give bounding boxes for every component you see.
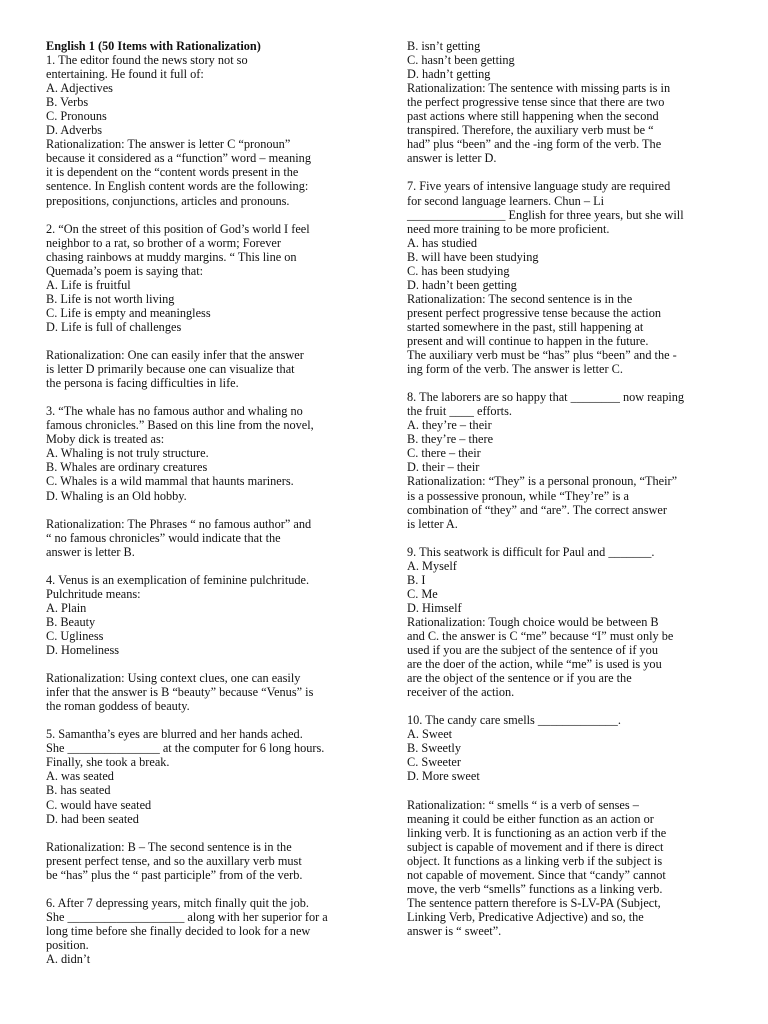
text-line: present perfect progressive tense because the action xyxy=(407,305,662,320)
text-line: subject is capable of movement and if there is direct xyxy=(407,839,664,854)
text-line: D. hadn’t getting xyxy=(407,67,491,82)
text-line: move, the verb “smells” functions as a linking verb. xyxy=(407,881,663,896)
right-column xyxy=(407,39,725,938)
document-title: English 1 (50 Items with Rationalization) xyxy=(46,39,261,53)
text-line: A. Adjectives xyxy=(46,81,113,96)
text-line: Rationalization: The answer is letter C “pronoun” xyxy=(46,137,291,152)
text-line: Rationalization: One can easily infer that the answer xyxy=(46,348,304,363)
text-line: Rationalization: The Phrases “ no famous author” and xyxy=(46,516,312,531)
text-line: is letter D primarily because one can visualize that xyxy=(46,362,295,377)
text-line: A. Whaling is not truly structure. xyxy=(46,446,209,461)
text-line: D. More sweet xyxy=(407,769,480,784)
text-line: answer is letter B. xyxy=(46,544,135,559)
text-line: A. was seated xyxy=(46,769,114,784)
text-line: The sentence pattern therefore is S-LV-PA (Subject, xyxy=(407,895,661,910)
text-line: 3. “The whale has no famous author and whaling no xyxy=(46,404,303,419)
text-line: Moby dick is treated as: xyxy=(46,432,165,447)
text-line: B. Life is not worth living xyxy=(46,291,175,306)
text-line: C. Whales is a wild mammal that haunts mariners. xyxy=(46,474,294,489)
text-line: A. Myself xyxy=(407,558,457,573)
blank-line xyxy=(46,826,368,840)
text-line: “ no famous chronicles” would indicate that the xyxy=(46,530,281,545)
text-line: are the doer of the action, while “me” is used is you xyxy=(407,657,662,672)
text-line: need more training to be more proficient. xyxy=(407,221,610,236)
text-line: prepositions, conjunctions, articles and pronouns. xyxy=(46,193,290,208)
text-line: entertaining. He found it full of: xyxy=(46,67,204,82)
text-line: 1. The editor found the news story not so xyxy=(46,53,248,68)
text-line: C. Pronouns xyxy=(46,109,107,124)
blank-line xyxy=(46,390,368,404)
text-line: 8. The laborers are so happy that ________ now reaping xyxy=(407,390,685,405)
text-line: answer is letter D. xyxy=(407,151,497,166)
text-line: B. Whales are ordinary creatures xyxy=(46,460,208,475)
text-line: B. they’re – there xyxy=(407,432,494,447)
blank-line xyxy=(46,503,368,517)
text-line: ________________ English for three years, but she will xyxy=(407,207,684,222)
text-line: transpired. Therefore, the auxiliary verb must be “ xyxy=(407,123,654,138)
blank-line xyxy=(46,208,368,222)
text-line: D. Himself xyxy=(407,600,462,615)
text-line: present and will continue to happen in the future. xyxy=(407,333,649,348)
blank-line xyxy=(407,165,725,179)
text-line: 6. After 7 depressing years, mitch finally quit the job. xyxy=(46,895,309,910)
text-line: D. Homeliness xyxy=(46,643,120,658)
text-line: it is dependent on the “content words present in the xyxy=(46,165,299,180)
text-line: present perfect tense, and so the auxillary verb must xyxy=(46,853,302,868)
text-line: C. has been studying xyxy=(407,263,510,278)
text-line: C. there – their xyxy=(407,446,481,461)
text-line: ing form of the verb. The answer is letter C. xyxy=(407,362,623,377)
text-line: infer that the answer is B “beauty” because “Venus” is xyxy=(46,685,314,700)
text-line: answer is “ sweet”. xyxy=(407,923,502,938)
text-line: and C. the answer is C “me” because “I” must only be xyxy=(407,628,674,643)
text-line: Quemada’s poem is saying that: xyxy=(46,263,204,278)
text-line: D. Life is full of challenges xyxy=(46,319,182,334)
text-line: is letter A. xyxy=(407,516,458,531)
text-line: past actions where still happening when the second xyxy=(407,109,659,124)
text-line: B. isn’t getting xyxy=(407,39,481,53)
text-line: B. will have been studying xyxy=(407,249,539,264)
text-line: 4. Venus is an exemplication of feminine pulchritude. xyxy=(46,572,310,587)
text-line: B. has seated xyxy=(46,783,111,798)
text-line: 10. The candy care smells _____________. xyxy=(407,713,621,728)
text-line: She ___________________ along with her superior for a xyxy=(46,909,328,924)
text-line: receiver of the action. xyxy=(407,685,515,700)
text-line: position. xyxy=(46,938,89,952)
text-line: the fruit ____ efforts. xyxy=(407,404,512,419)
blank-line xyxy=(46,334,368,348)
text-line: D. Whaling is an Old hobby. xyxy=(46,488,187,503)
text-line: Rationalization: Tough choice would be between B xyxy=(407,614,659,629)
text-line: is a possessive pronoun, while “They’re” is a xyxy=(407,488,629,503)
text-line: C. would have seated xyxy=(46,797,152,812)
text-line: B. Sweetly xyxy=(407,741,461,756)
text-line: D. had been seated xyxy=(46,811,139,826)
blank-line xyxy=(407,699,725,713)
blank-line xyxy=(46,882,368,896)
text-line: sentence. In English content words are the following: xyxy=(46,179,309,194)
text-line: are the object of the sentence or if you are the xyxy=(407,671,632,686)
text-line: A. Life is fruitful xyxy=(46,277,131,292)
blank-line xyxy=(46,713,368,727)
text-line: D. Adverbs xyxy=(46,123,103,138)
text-line: B. I xyxy=(407,572,426,587)
text-line: for second language learners. Chun – Li xyxy=(407,193,605,208)
blank-line xyxy=(407,376,725,390)
text-line: Finally, she took a break. xyxy=(46,755,170,770)
text-line: A. didn’t xyxy=(46,952,91,967)
text-line: 5. Samantha’s eyes are blurred and her hands ached. xyxy=(46,727,303,742)
text-line: be “has” plus the “ past participle” from of the verb. xyxy=(46,867,303,882)
text-line: B. Beauty xyxy=(46,614,96,629)
blank-line xyxy=(407,531,725,545)
text-line: C. Sweeter xyxy=(407,755,461,770)
text-line: A. Sweet xyxy=(407,727,453,742)
text-line: Rationalization: The second sentence is in the xyxy=(407,291,633,306)
text-line: not capable of movement. Since that “candy” cannot xyxy=(407,867,666,882)
text-line: 7. Five years of intensive language study are required xyxy=(407,179,671,194)
text-line: Rationalization: “ smells “ is a verb of senses – xyxy=(407,797,639,812)
text-line: The auxiliary verb must be “has” plus “been” and the - xyxy=(407,348,677,363)
text-line: object. It functions as a linking verb if the subject is xyxy=(407,853,663,868)
text-line: Linking Verb, Predicative Adjective) and so, the xyxy=(407,909,644,924)
text-line: long time before she finally decided to look for a new xyxy=(46,923,311,938)
text-line: the roman goddess of beauty. xyxy=(46,699,190,714)
text-line: C. hasn’t been getting xyxy=(407,53,515,68)
text-line: combination of “they” and “are”. The correct answer xyxy=(407,502,667,517)
text-line: 2. “On the street of this position of God’s world I feel xyxy=(46,221,310,236)
text-line: because it considered as a “function” word – meaning xyxy=(46,151,311,166)
blank-line xyxy=(46,657,368,671)
text-line: Rationalization: The sentence with missing parts is in xyxy=(407,81,671,96)
text-line: used if you are the subject of the sentence of if you xyxy=(407,643,658,658)
text-line: neighbor to a rat, so brother of a worm; Forever xyxy=(46,235,281,250)
blank-line xyxy=(407,783,725,797)
text-line: A. Plain xyxy=(46,600,87,615)
text-line: the perfect progressive tense since that there are two xyxy=(407,95,665,110)
text-line: famous chronicles.” Based on this line from the novel, xyxy=(46,418,314,433)
text-line: C. Ugliness xyxy=(46,628,104,643)
text-line: Rationalization: B – The second sentence is in the xyxy=(46,839,292,854)
text-line: Pulchritude means: xyxy=(46,586,141,601)
text-line: B. Verbs xyxy=(46,95,89,110)
text-line: C. Me xyxy=(407,586,438,601)
text-line: A. they’re – their xyxy=(407,418,492,433)
text-line: chasing rainbows at muddy margins. “ This line on xyxy=(46,249,297,264)
text-line: D. their – their xyxy=(407,460,480,475)
text-line: D. hadn’t been getting xyxy=(407,277,517,292)
text-line: meaning it could be either function as an action or xyxy=(407,811,654,826)
text-line: Rationalization: “They” is a personal pronoun, “Their” xyxy=(407,474,678,489)
text-line: had” plus “been” and the -ing form of the verb. The xyxy=(407,137,662,152)
text-line: 9. This seatwork is difficult for Paul and _______. xyxy=(407,544,655,559)
text-line: C. Life is empty and meaningless xyxy=(46,305,211,320)
blank-line xyxy=(46,559,368,573)
text-line: She _______________ at the computer for 6 long hours. xyxy=(46,741,325,756)
text-line: Rationalization: Using context clues, one can easily xyxy=(46,671,301,686)
text-line: started somewhere in the past, still happening at xyxy=(407,319,644,334)
text-line: the persona is facing difficulties in life. xyxy=(46,376,239,391)
text-line: A. has studied xyxy=(407,235,478,250)
left-column xyxy=(46,39,368,966)
text-line: linking verb. It is functioning as an action verb if the xyxy=(407,825,667,840)
